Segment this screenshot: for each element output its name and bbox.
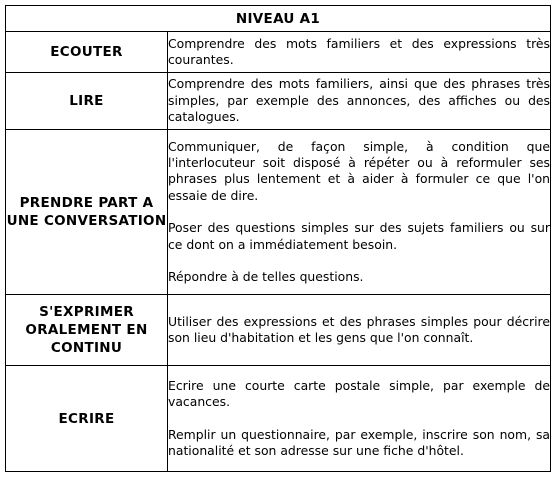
skill-description-conversation [168,130,551,295]
table-row-ecrire [6,366,551,472]
skill-description-expression-orale [168,295,551,366]
description-paragraph: Comprendre des mots familiers, ainsi que des phrases très simples, par exemple des annonces, des affiches ou des catalogues. [168,76,551,125]
skill-description-ecrire [168,366,551,472]
skill-label-lire: LIRE [6,73,168,130]
description-paragraph: Répondre à de telles questions. [168,269,364,285]
description-paragraph: Ecrire une courte carte postale simple, par exemple de vacances. [168,377,551,410]
competency-table [5,5,551,472]
description-paragraph: Utiliser des expressions et des phrases simples pour décrire son lieu d'habitation et les gens que l'on connaît. [168,313,551,345]
skill-label-expression-orale: S'EXPRIMER ORALEMENT EN CONTINU [6,295,168,366]
description-paragraph: Remplir un questionnaire, par exemple, inscrire son nom, sa nationalité et son adresse sur une fiche d'hôtel. [168,426,551,458]
description-paragraph: Poser des questions simples sur des sujets familiers ou sur ce dont on a immédiatement besoin. [168,220,551,252]
skill-label-ecrire: ECRIRE [6,366,168,472]
skill-description-ecouter [168,32,551,73]
table-row-conversation [6,130,551,295]
skill-label-ecouter: ECOUTER [6,32,168,73]
table-row-lire [6,73,551,130]
table-header-row [6,6,551,32]
description-paragraph: Communiquer, de façon simple, à condition que l'interlocuteur soit disposé à répéter ou à reformuler ses phrases plus lentement et à aider à formuler ce que l'on essaie de dire. [168,138,551,203]
table-row-ecouter [6,32,551,73]
table-row-expression-orale [6,295,551,366]
skill-description-lire [168,73,551,130]
table-title: NIVEAU A1 [6,6,551,32]
skill-label-conversation: PRENDRE PART A UNE CONVERSATION [6,130,168,295]
description-paragraph: Comprendre des mots familiers et des expressions très courantes. [168,35,551,67]
